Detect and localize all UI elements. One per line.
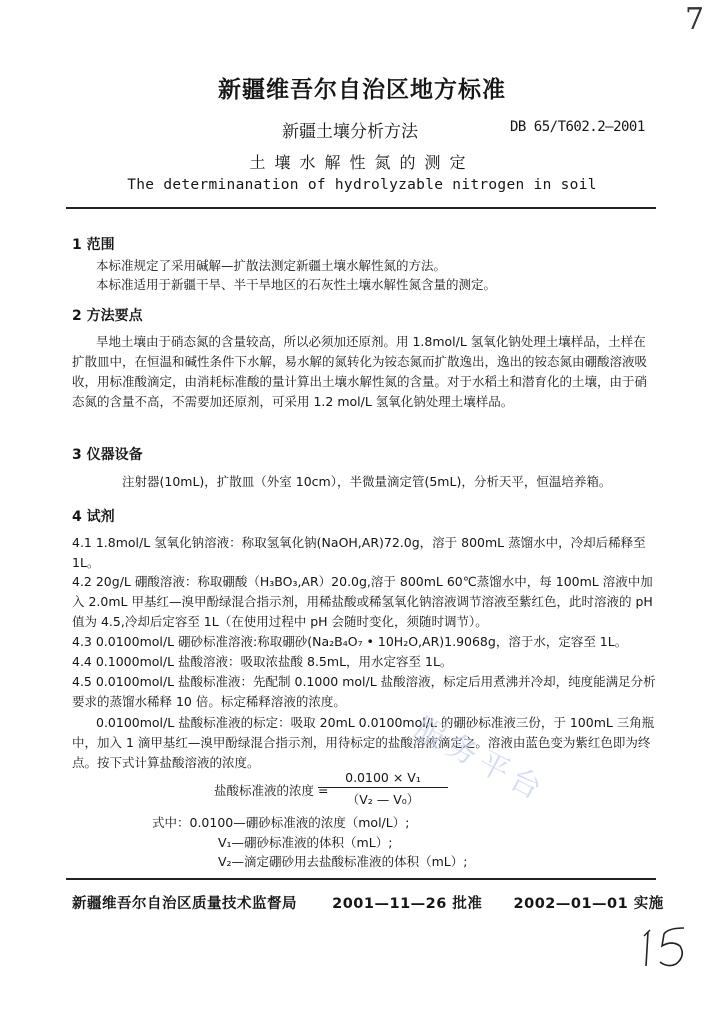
principle-paragraph: 旱地土壤由于硝态氮的含量较高，所以必须加还原剂。用 1.8mol/L 氢氧化钠处理土壤样品，土样在扩散皿中，在恒温和碱性条件下水解，易水解的氮转化为铵态氮而扩散逸出，逸出的铵态氮由硼酸溶液吸收，用标准酸滴定，由消耗标准酸的量计算出土壤水解性氮的含量。对于水稻土和潜育化的土壤，由于硝态氮的含量不高，不需要加还原剂，可采用 1.2 mol/L 氢氧化钠处理土壤样品。 bbox=[72, 334, 648, 409]
header-rule bbox=[66, 207, 656, 209]
formula-denominator: （V₂ — V₀） bbox=[346, 792, 420, 807]
reagent-4-1: 4.1 1.8mol/L 氢氧化钠溶液：称取氢氧化钠(NaOH,AR)72.0g，溶于 800mL 蒸馏水中，冷却后稀释至 1L。 bbox=[72, 535, 646, 570]
handwritten-page-number bbox=[640, 922, 700, 976]
footer-implemented-date: 2002—01—01 实施 bbox=[513, 896, 664, 912]
formula-fraction bbox=[318, 770, 448, 808]
footer-approved-date: 2001—11—26 批准 bbox=[332, 896, 483, 912]
calibration-paragraph: 0.0100mol/L 盐酸标准液的标定：吸取 20mL 0.0100mol/L 的硼砂标准液三份，于 100mL 三角瓶中，加入 1 滴甲基红—溴甲酚绿混合指示剂，用待标定的盐酸溶液滴定之。溶液由蓝色变为紫红色即为终点。按下式计算盐酸溶液的浓度。 bbox=[72, 715, 655, 770]
section-heading-reagents: 4 试剂 bbox=[72, 509, 115, 525]
section-heading-scope: 1 范围 bbox=[72, 237, 115, 253]
standard-code: DB 65/T602.2—2001 bbox=[510, 119, 645, 135]
formula-label: 盐酸标准液的浓度 = bbox=[214, 783, 329, 798]
reagent-4-2: 4.2 20g/L 硼酸溶液：称取硼酸（H₃BO₃,AR）20.0g,溶于 800mL 60℃蒸馏水中，每 100mL 溶液中加入 2.0mL 甲基红—溴甲酚绿混合指示剂，用稀盐酸或稀氢氧化钠溶液调节溶液至紫红色，此时溶液的 pH 值为 4.5,冷却后定容至 1L（在使用过程中 pH 会随时变化，须随时调节）。 bbox=[72, 574, 653, 629]
where-line-3: V₂—滴定硼砂用去盐酸标准液的体积（mL）; bbox=[218, 854, 468, 869]
standard-org-title: 新疆维吾尔自治区地方标准 bbox=[218, 77, 506, 103]
handwritten-page-number-drawing bbox=[640, 922, 700, 972]
reagent-4-5: 4.5 0.0100mol/L 盐酸标准液：先配制 0.1000 mol/L 盐酸溶液，标定后用煮沸并冷却，纯度能满足分析要求的蒸馏水稀释 10 倍。标定稀释溶液的浓度。 bbox=[72, 674, 656, 709]
scope-line-2: 本标准适用于新疆干旱、半干旱地区的石灰性土壤水解性氮含量的测定。 bbox=[96, 277, 497, 292]
footer-authority: 新疆维吾尔自治区质量技术监督局 bbox=[72, 896, 297, 912]
corner-page-mark: 7 bbox=[685, 2, 705, 37]
reagent-4-3: 4.3 0.0100mol/L 硼砂标准溶液:称取硼砂(Na₂B₄O₇ • 10H₂O,AR)1.9068g，溶于水，定容至 1L。 bbox=[72, 634, 628, 649]
footer-line bbox=[72, 892, 664, 913]
where-line-1: 式中：0.0100—硼砂标准液的浓度（mol/L）; bbox=[152, 815, 410, 830]
apparatus-line: 注射器(10mL)，扩散皿（外室 10cm），半微量滴定管(5mL)，分析天平，恒温培养箱。 bbox=[122, 474, 612, 489]
where-line-2: V₁—硼砂标准液的体积（mL）; bbox=[218, 835, 393, 850]
formula-numerator: 0.0100 × V₁ bbox=[318, 770, 448, 788]
series-title: 新疆土壤分析方法 bbox=[282, 122, 418, 142]
section-heading-apparatus: 3 仪器设备 bbox=[72, 447, 143, 463]
footer-rule bbox=[66, 878, 656, 880]
watermark: 服务平台 bbox=[408, 710, 553, 810]
section-heading-principle: 2 方法要点 bbox=[72, 308, 143, 324]
document-title-cn: 土壤水解性氮的测定 bbox=[249, 153, 475, 172]
reagent-4-4: 4.4 0.1000mol/L 盐酸溶液：吸取浓盐酸 8.5mL，用水定容至 1L。 bbox=[72, 654, 453, 669]
scope-line-1: 本标准规定了采用碱解—扩散法测定新疆土壤水解性氮的方法。 bbox=[96, 258, 447, 273]
document-title-en: The determinanation of hydrolyzable nitrogen in soil bbox=[127, 177, 597, 193]
